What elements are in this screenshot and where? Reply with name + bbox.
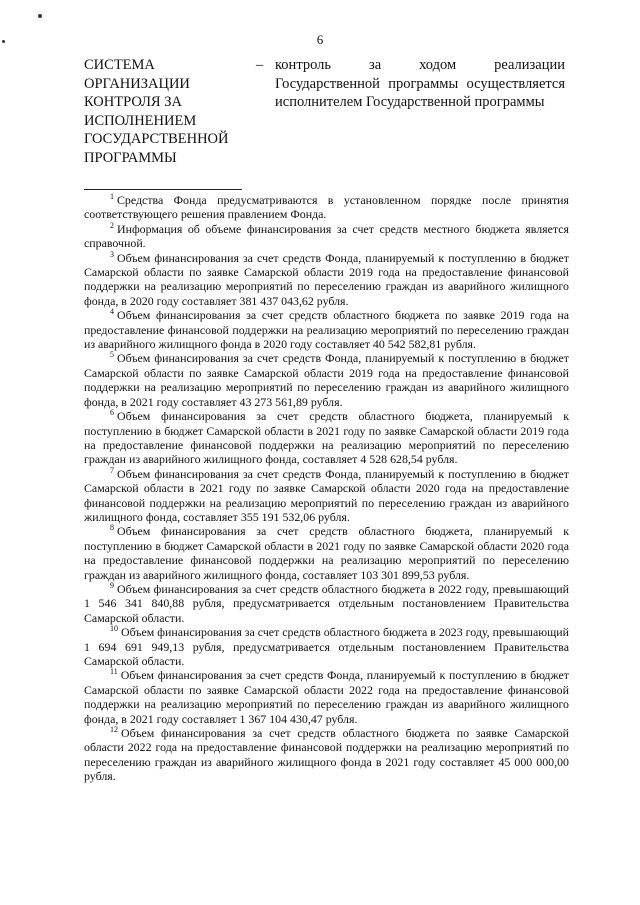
footnote (84, 625, 569, 668)
footnote (84, 726, 569, 784)
footnote (84, 582, 569, 625)
footnote (84, 222, 569, 251)
footnote-text: Информация об объеме финансирования за счет средств местного бюджета является справочной. (84, 221, 569, 251)
footnote-text: Объем финансирования за счет средств областного бюджета, планируемый к поступлению в бюджет Самарской области в 2021 году по заявке Самарской области 2019 года на предоставление финансовой поддержки на реализацию мероприятий по переселению граждан из аварийного жилищного фонда, составляет 4 528 628,54 рубля. (84, 409, 569, 467)
footnote-number: 3 (110, 249, 114, 259)
footnote-number: 11 (110, 667, 118, 677)
footnote-text: Объем финансирования за счет средств областного бюджета в 2023 году, превышающий 1 694 691 949,13 рубля, предусматривается отдельным постановлением Правительства Самарской области. (84, 625, 569, 668)
footnote-number: 12 (110, 725, 118, 735)
footnote-text: Объем финансирования за счет средств областного бюджета по заявке Самарской области 2022 года на предоставление финансовой поддержки на реализацию мероприятий по переселению граждан из аварийного жилищного фонда в 2021 году составляет 45 000 000,00 рубля. (84, 726, 569, 784)
footnote-number: 4 (110, 307, 114, 317)
section-dash: – (256, 57, 264, 73)
footnote-number: 8 (110, 523, 114, 533)
footnote-number: 10 (110, 624, 118, 634)
footnote-text: Объем финансирования за счет средств областного бюджета по заявке 2019 года на предоставление финансовой поддержки на реализацию мероприятий по переселению граждан из аварийного жилищного фонда в 2020 году составляет 40 542 582,81 рубля. (84, 308, 569, 352)
footnote-text: Объем финансирования за счет средств Фонда, планируемый к поступлению в бюджет Самарской области по заявке Самарской области 2019 года на предоставление финансовой поддержки на реализацию мероприятий по переселению граждан из аварийного жилищного фонда, в 2020 году составляет 381 437 043,62 рубля. (84, 250, 569, 308)
footnote-number: 6 (110, 408, 114, 418)
page-number: 6 (316, 32, 324, 47)
footnote-text: Средства Фонда предусматриваются в установленном порядке после принятия соответствующего решения правлением Фонда. (84, 193, 569, 222)
footnote (84, 467, 569, 525)
footnote (84, 308, 569, 351)
footnote-text: Объем финансирования за счет средств Фонда, планируемый к поступлению в бюджет Самарской области по заявке Самарской области 2019 года на предоставление финансовой поддержки на реализацию мероприятий по переселению граждан из аварийного жилищного фонда, в 2021 году составляет 43 273 561,89 рубля. (84, 351, 569, 409)
footnotes-list (84, 193, 569, 784)
footnote (84, 668, 569, 726)
footnote-text: Объем финансирования за счет средств областного бюджета в 2022 году, превышающий 1 546 341 840,88 рубля, предусматривается отдельным постановлением Правительства Самарской области. (84, 581, 569, 625)
section-heading: СИСТЕМА ОРГАНИЗАЦИИ КОНТРОЛЯ ЗА ИСПОЛНЕНИЕМ ГОСУДАРСТВЕННОЙ ПРОГРАММЫ (84, 57, 229, 166)
footnote (84, 351, 569, 409)
footnote-number: 5 (110, 350, 114, 360)
footnote-separator (84, 189, 242, 190)
scan-mark-top (38, 14, 42, 18)
footnote (84, 409, 569, 467)
footnote-text: Объем финансирования за счет средств областного бюджета, планируемый к поступлению в бюджет Самарской области в 2021 году по заявке Самарской области 2020 года на предоставление финансовой поддержки на реализацию мероприятий по переселению граждан из аварийного жилищного фонда, составляет 103 301 899,53 рубля. (84, 524, 569, 582)
footnote-number: 7 (110, 465, 114, 475)
footnote-number: 2 (110, 220, 114, 230)
footnote (84, 193, 569, 222)
section-description: контроль за ходом реализации Государственной программы осуществляется исполнителем Государственной программы (275, 57, 565, 110)
footnote-number: 9 (110, 580, 114, 590)
footnote (84, 524, 569, 582)
footnote (84, 251, 569, 309)
footnote-text: Объем финансирования за счет средств Фонда, планируемый к поступлению в бюджет Самарской области в 2021 году по заявке Самарской области 2020 года на предоставление финансовой поддержки на реализацию мероприятий по переселению граждан из аварийного жилищного фонда, составляет 355 191 532,06 рубля. (84, 466, 569, 524)
footnote-text: Объем финансирования за счет средств Фонда, планируемый к поступлению в бюджет Самарской области по заявке Самарской области 2022 года на предоставление финансовой поддержки на реализацию мероприятий по переселению граждан из аварийного жилищного фонда, в 2021 году составляет 1 367 104 430,47 рубля. (84, 668, 569, 726)
footnote-number: 1 (110, 192, 114, 201)
